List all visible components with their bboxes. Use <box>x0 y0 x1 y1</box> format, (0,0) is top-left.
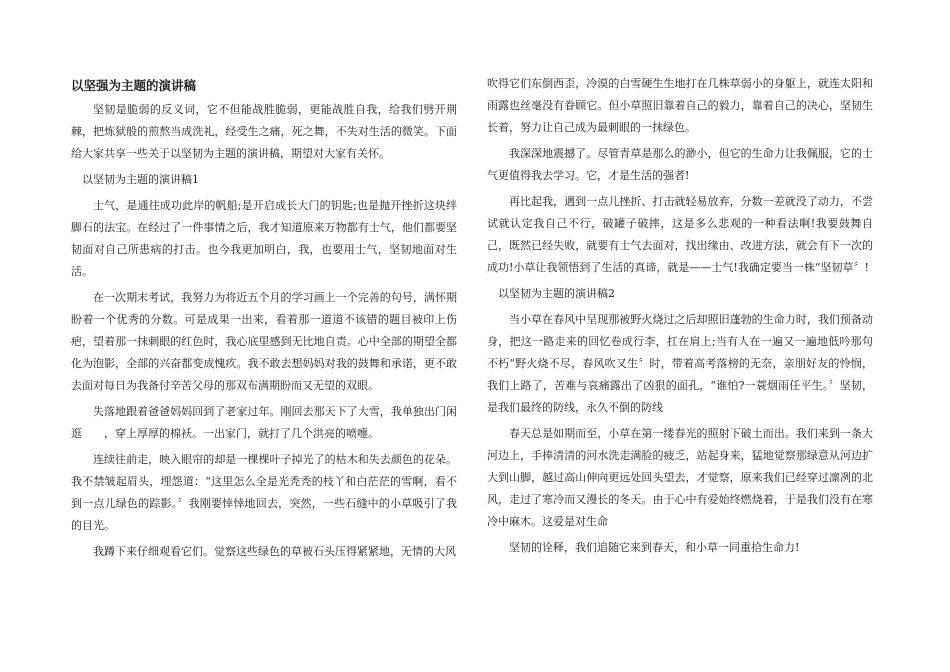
paragraph: 再比起我，遇到一点儿挫折、打击就轻易放弃，分数一差就没了动力，不尝试就认定我自己不行，破罐子破摔，这是多么悲观的一种看法啊!我要鼓舞自己，既然已经失败，就要有士气去面对，找出缘由、改进方法，就会有下一次的成功!小草让我领悟到了生活的真谛，就是——士气!我确定要当一株“坚韧草〞! <box>487 195 873 274</box>
paragraph: 失落地跟着爸爸妈妈回到了老家过年。刚回去那天下了大雪，我单独出门闲逛 ，穿上厚厚的棉袄。一出家门，就打了几个洪亮的喷嚏。 <box>71 405 457 440</box>
right-column <box>487 73 873 563</box>
paragraph: 春天总是如期而至，小草在第一缕春光的照射下破土而出。我们来到一条大河边上，手捧清清的河水洗走满脸的疲乏，站起身来，猛地觉察那绿意从河边扩大到山脚，越过高山伸向更远处回头望去，才觉察，原来我们已经穿过凛冽的北风，走过了寒冷而又漫长的冬天。由于心中有爱始终燃烧着，于是我们没有在寒冷中麻木。这爱是对生命 <box>487 427 873 528</box>
left-column <box>71 75 457 567</box>
paragraph: 我蹲下来仔细观看它们。觉察这些绿色的草被石头压得紧紧地，无情的大风 <box>93 545 456 558</box>
left-column-body <box>71 99 457 563</box>
paragraph: 坚韧的诠释，我们追随它来到春天，和小草一同重拾生命力! <box>509 541 800 554</box>
section-heading: 以坚韧为主题的演讲稿2 <box>498 287 615 300</box>
paragraph: 吹得它们东倒西歪，冷漠的白雪硬生生地打在几株草弱小的身躯上，就连太阳和雨露也丝毫没有眷顾它。但小草照旧靠着自己的毅力，靠着自己的决心，坚韧生长着，努力让自己成为最刺眼的一抹绿色。 <box>487 77 873 134</box>
paragraph: 当小草在春风中呈现那被野火烧过之后却照旧蓬勃的生命力时，我们预备动身，把这一路走来的回忆卷成行李，扛在肩上;当有人在一遍又一遍地低吟那句不朽“野火烧不尽，春风吹又生〞时，带着高考落榜的无奈，亲朋好友的怜悯，我们上路了，苦难与哀痛露出了凶狠的面孔，“谁怕?一蓑烟雨任平生。〞坚韧，是我们最终的防线，永久不倒的防线 <box>487 313 873 414</box>
paragraph: 士气，是通往成功此岸的帆船;是开启成长大门的钥匙;也是抛开挫折这块绊脚石的法宝。在经过了一件事情之后，我才知道原来万物都有士气，他们都要坚韧面对自己所患病的打击。也今我更加明白，我，也要用士气，坚韧地面对生活。 <box>71 199 457 278</box>
section-heading: 以坚韧为主题的演讲稿1 <box>82 173 199 186</box>
paragraph: 我深深地震撼了。尽管青草是那么的渺小，但它的生命力让我佩服，它的士气更值得我去学习。它，才是生活的强者! <box>487 147 873 182</box>
paragraph: 连续往前走，映入眼帘的却是一棵棵叶子掉光了的枯木和失去颜色的花朵。我不禁皱起眉头，埋怨道：“这里怎么全是光秃秃的枝丫和白茫茫的雪啊，看不到一点儿绿色的踪影。〞我刚要悻悻地回去，突然，一些石缝中的小草吸引了我的目光。 <box>71 453 457 532</box>
document-title: 以坚强为主题的演讲稿 <box>71 78 197 93</box>
paragraph: 坚韧是脆弱的反义词，它不但能战胜脆弱，更能战胜自我，给我们劈开荆棘，把炼狱般的煎熬当成洗礼，经受生之痛，死之舞，不失对生活的微笑。下面给大家共享一些关于以坚韧为主题的演讲稿，期望对大家有关怀。 <box>71 103 457 160</box>
right-column-body <box>487 73 873 559</box>
paragraph: 在一次期末考试，我努力为将近五个月的学习画上一个完善的句号，满怀期盼着一个优秀的分数。可是成果一出来，看着那一道道不该错的题目被印上伤疤，望着那一抹刺眼的红色时，我心底里感到无比地自责。心中全部的期望全都化为泡影，全部的兴奋都变成愧疚。我不敢去想妈妈对我的鼓舞和承诺，更不敢去面对每日为我备付辛苦父母的那双布满期盼而又无望的双眼。 <box>71 291 457 392</box>
